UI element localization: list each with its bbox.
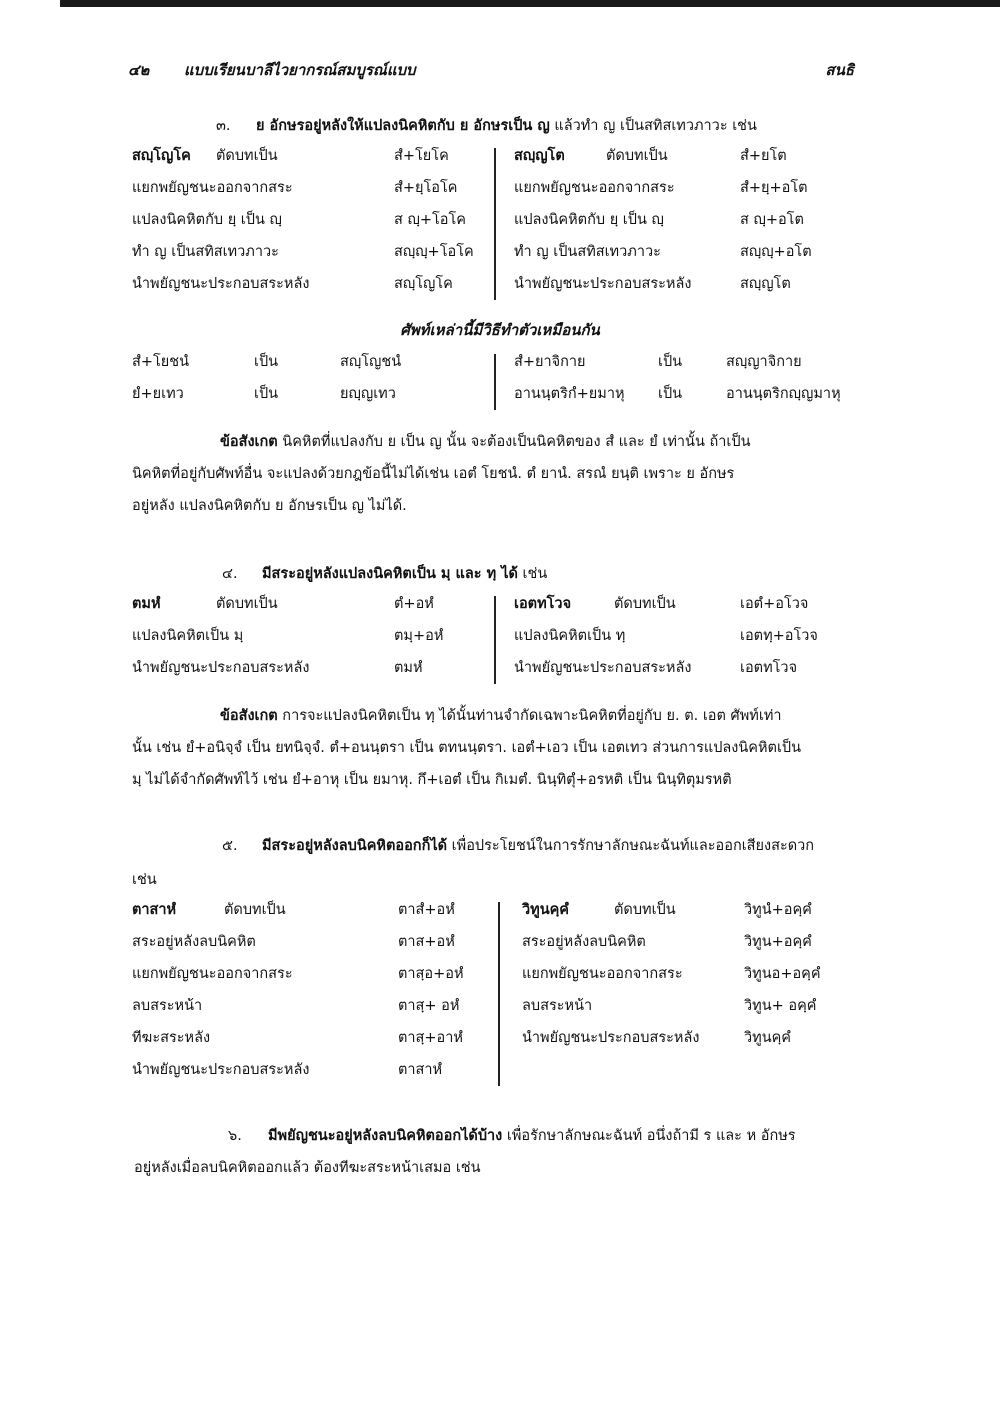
- rule-number: ๓.: [216, 118, 231, 134]
- note-text: นิคหิตที่แปลงกับ ย เป็น ญ นั้น จะต้องเป็นนิคหิตของ สํ และ ยํ เท่านั้น ถ้าเป็น: [277, 434, 751, 450]
- rule-text-bold: มีพยัญชนะอยู่หลังลบนิคหิตออกได้บ้าง: [268, 1128, 503, 1144]
- connector: เป็น: [658, 386, 683, 402]
- connector: เป็น: [254, 354, 279, 370]
- form: ส ญฺ+อโต: [740, 212, 804, 228]
- table-row: [132, 382, 852, 414]
- connector: เป็น: [254, 386, 279, 402]
- note-line: มฺ ไม่ได้จำกัดศัพท์ไว้ เช่น ยํ+อาหุ เป็น ยมาหุ. กึ+เอตํ เป็น กิเมตํ. นินฺทิตุํ+อรหติ เป็น นินฺทิตุมรหติ: [132, 772, 732, 788]
- table-row: [132, 176, 852, 208]
- book-title: แบบเรียนบาลีไวยากรณ์สมบูรณ์แบบ: [184, 61, 416, 79]
- word: วิทูนคฺคํ: [522, 902, 570, 918]
- rule-3: [216, 114, 757, 138]
- rule-text: เพื่อประโยชน์ในการรักษาลักษณะฉันท์และออกเสียงสะดวก: [447, 838, 815, 854]
- rule-text-bold: มีสระอยู่หลังแปลงนิคหิตเป็น มฺ และ ทฺ ได้: [262, 566, 518, 582]
- form: เอตทฺ+อโวจ: [740, 628, 818, 644]
- note-line: [132, 430, 854, 454]
- step: สระอยู่หลังลบนิคหิต: [132, 934, 256, 950]
- step: นำพยัญชนะประกอบสระหลัง: [514, 660, 692, 676]
- step: ตัดบทเป็น: [216, 596, 278, 612]
- page-header: [128, 58, 854, 84]
- table-row: [132, 144, 852, 176]
- note-text: การจะแปลงนิคหิตเป็น ทฺ ได้นั้นท่านจำกัดเฉพาะนิคหิตที่อยู่กับ ย. ต. เอต ศัพท์เท่า: [277, 708, 782, 724]
- rule-number: ๔.: [222, 566, 238, 582]
- table-row: [132, 898, 852, 930]
- table-row: [132, 1058, 852, 1090]
- note-line: อยู่หลัง แปลงนิคหิตกับ ย อักษรเป็น ญ ไม่ได้.: [132, 498, 407, 514]
- step: แยกพยัญชนะออกจากสระ: [132, 966, 293, 982]
- rule-text-bold: ย อักษรอยู่หลังให้แปลงนิคหิตกับ ย อักษรเป็น ญ: [256, 118, 550, 134]
- rule-text: เพื่อรักษาลักษณะฉันท์ อนึ่งถ้ามี ร และ ห อักษร: [502, 1128, 796, 1144]
- table-row: [132, 208, 852, 240]
- table-row: [132, 656, 852, 688]
- result: ยญฺญเทว: [340, 386, 396, 402]
- step: แยกพยัญชนะออกจากสระ: [522, 966, 683, 982]
- compound: สํ+ยาจิกาย: [514, 354, 586, 370]
- note-label: ข้อสังเกต: [220, 708, 278, 724]
- word: สญฺญโต: [514, 148, 565, 164]
- word: สญฺโญโค: [132, 148, 191, 164]
- form: ตาสาหํ: [398, 1062, 443, 1078]
- step: ลบสระหน้า: [522, 998, 593, 1014]
- form: สญฺโญโค: [394, 276, 453, 292]
- table-row: [132, 240, 852, 272]
- word: เอตทโวจ: [514, 596, 572, 612]
- compound: สํ+โยชนํ: [132, 354, 190, 370]
- form: ตาสํ+อหํ: [398, 902, 455, 918]
- form: ตํ+อหํ: [394, 596, 434, 612]
- form: ตาสฺอ+อหํ: [398, 966, 464, 982]
- table-row: [132, 994, 852, 1026]
- step: แปลงนิคหิตกับ ยฺ เป็น ญฺ: [514, 212, 664, 228]
- form: ส ญฺ+โอโค: [394, 212, 466, 228]
- same-words-title: ศัพท์เหล่านี้มีวิธีทำตัวเหมือนกัน: [400, 321, 600, 339]
- step: นำพยัญชนะประกอบสระหลัง: [522, 1030, 700, 1046]
- step: นำพยัญชนะประกอบสระหลัง: [132, 660, 310, 676]
- form: สญฺญฺ+โอโค: [394, 244, 474, 260]
- step: ตัดบทเป็น: [614, 596, 676, 612]
- form: ตมฺ+อหํ: [394, 628, 444, 644]
- rule-number: ๖.: [228, 1128, 242, 1144]
- step: นำพยัญชนะประกอบสระหลัง: [514, 276, 692, 292]
- connector: เป็น: [658, 354, 683, 370]
- form: สํ+ยฺโอโค: [394, 180, 458, 196]
- top-border: [60, 0, 1000, 7]
- step: ตัดบทเป็น: [224, 902, 286, 918]
- form: สญฺญโต: [740, 276, 791, 292]
- step: สระอยู่หลังลบนิคหิต: [522, 934, 646, 950]
- table-row: [132, 962, 852, 994]
- form: สํ+ยโต: [740, 148, 787, 164]
- step: ตัดบทเป็น: [216, 148, 278, 164]
- derivation-table-3: [132, 144, 852, 304]
- same-words-table: [132, 350, 852, 414]
- rule-5: [222, 834, 814, 858]
- table-row: [132, 350, 852, 382]
- note-line: นิคหิตที่อยู่กับศัพท์อื่น จะแปลงด้วยกฎข้อนี้ไม่ได้เช่น เอตํ โยชนํ. ตํ ยานํ. สรณํ ยนฺติ เพราะ ย อักษร: [132, 466, 735, 482]
- page-number: ๔๒: [128, 61, 150, 79]
- result: สญฺโญชนํ: [340, 354, 402, 370]
- rule-number: ๕.: [222, 838, 238, 854]
- step: ตัดบทเป็น: [606, 148, 668, 164]
- rule-text-bold: มีสระอยู่หลังลบนิคหิตออกก็ได้: [262, 838, 448, 854]
- rule-6-continuation: อยู่หลังเมื่อลบนิคหิตออกแล้ว ต้องทีฆะสระหน้าเสมอ เช่น: [134, 1160, 481, 1176]
- step: ลบสระหน้า: [132, 998, 203, 1014]
- rule-text: เช่น: [517, 566, 548, 582]
- form: เอตทโวจ: [740, 660, 798, 676]
- step: นำพยัญชนะประกอบสระหลัง: [132, 1062, 310, 1078]
- section-name: สนธิ: [825, 61, 854, 79]
- form: สญฺญฺ+อโต: [740, 244, 812, 260]
- form: เอตํ+อโวจ: [740, 596, 809, 612]
- rule-5-continuation: เช่น: [132, 872, 157, 888]
- note-line: [132, 704, 854, 728]
- compound: ยํ+ยเทว: [132, 386, 184, 402]
- table-row: [132, 592, 852, 624]
- step: แปลงนิคหิตกับ ยฺ เป็น ญฺ: [132, 212, 282, 228]
- table-row: [132, 1026, 852, 1058]
- form: สํ+ยฺ+อโต: [740, 180, 808, 196]
- step: ทีฆะสระหลัง: [132, 1030, 211, 1046]
- step: ทำ ญ เป็นสทิสเทวภาวะ: [132, 244, 279, 260]
- table-row: [132, 272, 852, 304]
- step: แปลงนิคหิตเป็น มฺ: [132, 628, 244, 644]
- form: วิทูน+ อคฺคํ: [744, 998, 817, 1014]
- step: แยกพยัญชนะออกจากสระ: [514, 180, 675, 196]
- table-row: [132, 930, 852, 962]
- form: ตาสฺ+ อหํ: [398, 998, 460, 1014]
- compound: อานนฺตริกํ+ยมาหุ: [514, 386, 625, 402]
- rule-text: แล้วทำ ญ เป็นสทิสเทวภาวะ เช่น: [549, 118, 757, 134]
- derivation-table-5: [132, 898, 852, 1090]
- result: อานนฺตริกญฺญมาหุ: [726, 386, 841, 402]
- step: แยกพยัญชนะออกจากสระ: [132, 180, 293, 196]
- rule-4: [222, 562, 547, 586]
- rule-6: [228, 1124, 796, 1148]
- step: ตัดบทเป็น: [614, 902, 676, 918]
- note-label: ข้อสังเกต: [220, 434, 278, 450]
- note-line: นั้น เช่น ยํ+อนิจฺจํ เป็น ยทนิจฺจํ. ตํ+อนนฺตรา เป็น ตทนนฺตรา. เอตํ+เอว เป็น เอตเทว ส่วนการแปลงนิคหิตเป็น: [132, 740, 802, 756]
- step: แปลงนิคหิตเป็น ทฺ: [514, 628, 626, 644]
- step: ทำ ญ เป็นสทิสเทวภาวะ: [514, 244, 661, 260]
- form: วิทูนคฺคํ: [744, 1030, 792, 1046]
- form: วิทูน+อคฺคํ: [744, 934, 812, 950]
- form: ตาสฺ+อาหํ: [398, 1030, 463, 1046]
- word: ตมหํ: [132, 596, 161, 612]
- table-row: [132, 624, 852, 656]
- derivation-table-4: [132, 592, 852, 688]
- word: ตาสาหํ: [132, 902, 177, 918]
- step: นำพยัญชนะประกอบสระหลัง: [132, 276, 310, 292]
- form: สํ+โยโค: [394, 148, 449, 164]
- form: วิทูนอ+อคฺคํ: [744, 966, 821, 982]
- form: วิทูนํ+อคฺคํ: [744, 902, 812, 918]
- form: ตาส+อหํ: [398, 934, 455, 950]
- form: ตมหํ: [394, 660, 423, 676]
- result: สญฺญาจิกาย: [726, 354, 802, 370]
